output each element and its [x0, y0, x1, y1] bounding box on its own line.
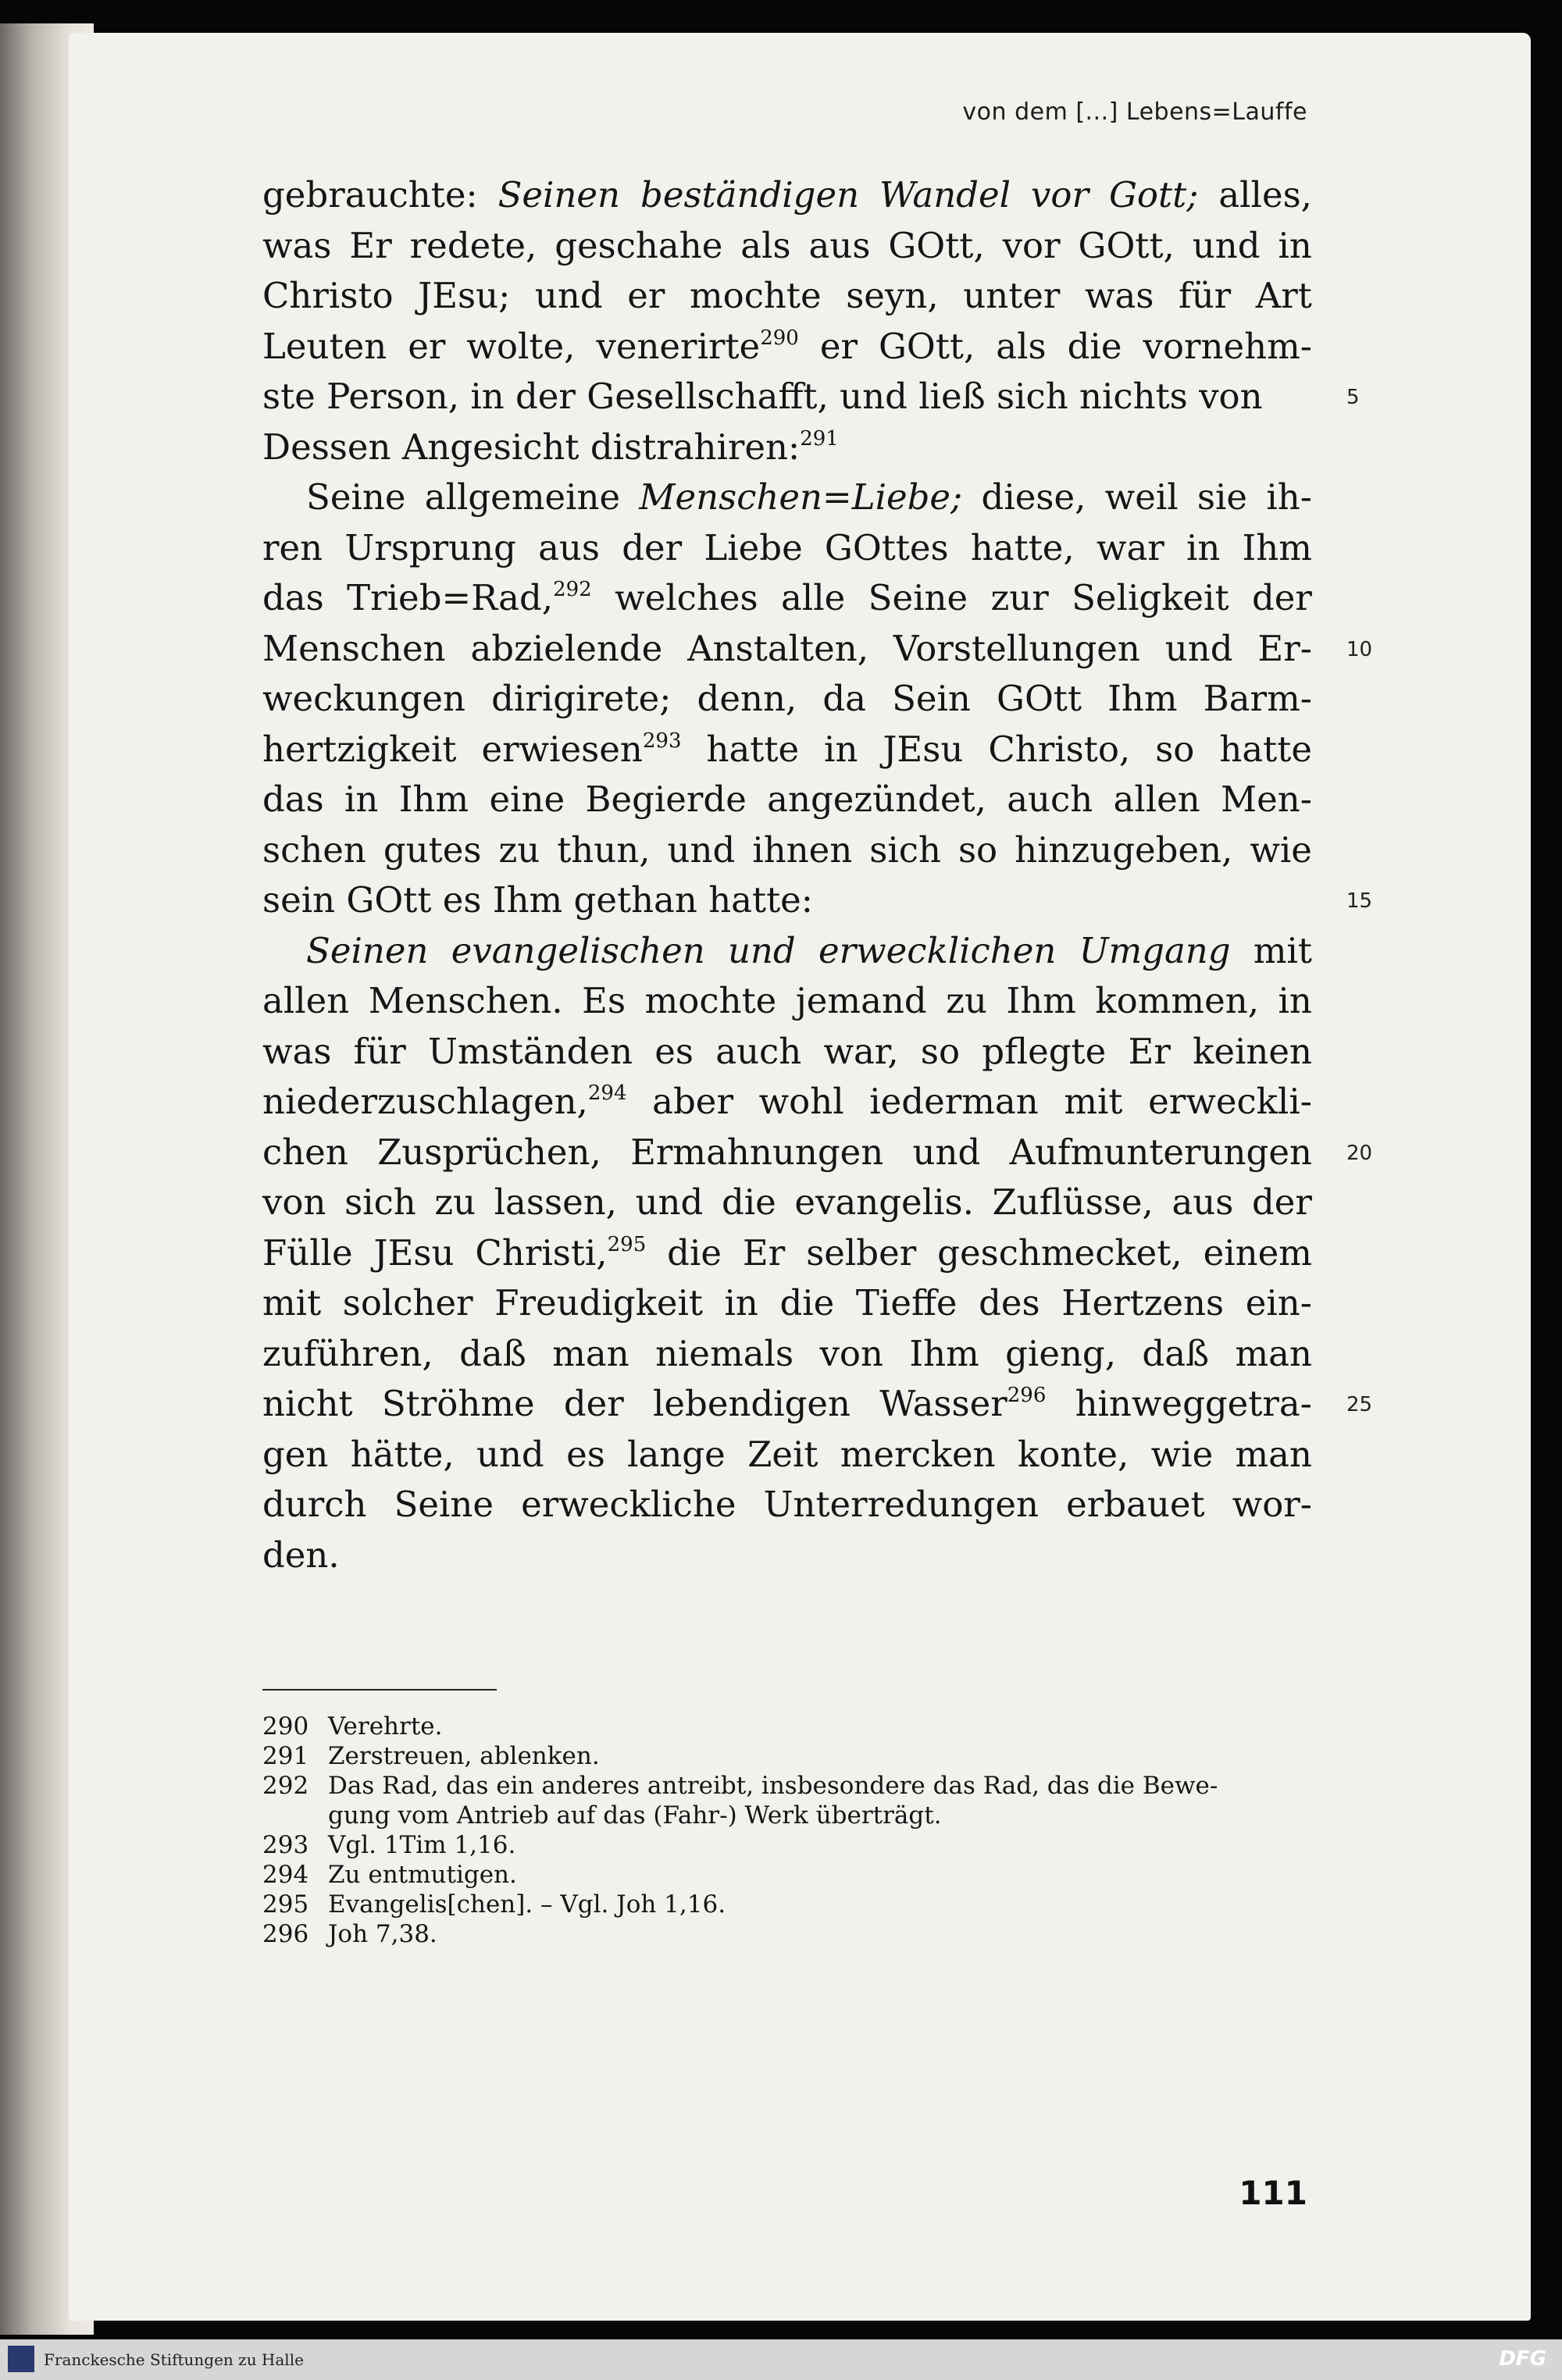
word: chen [262, 1131, 348, 1173]
word: Er [1128, 1030, 1171, 1072]
source-label: Franckesche Stiftungen zu Halle [44, 2350, 304, 2369]
word: geschahe [555, 224, 723, 266]
word: Es [582, 980, 626, 1021]
word: als [740, 224, 791, 266]
word: und [840, 376, 908, 417]
footnote [262, 1860, 1312, 1890]
word: ste [262, 376, 316, 417]
word: Ihm [1107, 678, 1178, 719]
text-line [262, 472, 1312, 523]
text-line [262, 1480, 1312, 1530]
word: einem [1203, 1231, 1312, 1274]
line-number: 20 [1346, 1141, 1373, 1165]
text-line [262, 926, 1312, 977]
text-line [262, 422, 1312, 473]
word: man [1235, 1433, 1312, 1475]
text-line [262, 271, 1312, 322]
word: auch [1007, 778, 1093, 820]
word: Freudigkeit [494, 1282, 703, 1324]
footnote [262, 1830, 1312, 1860]
word: allen [1113, 778, 1200, 820]
text-line [262, 775, 1312, 825]
word: sich [344, 1181, 416, 1223]
word: zu [434, 1181, 476, 1223]
footnote-ref: 291 [800, 426, 839, 451]
line-number: 25 [1346, 1393, 1373, 1416]
word: der [515, 376, 576, 417]
word: es [654, 1030, 694, 1072]
word: in [1186, 526, 1221, 568]
word: Ströhme [381, 1383, 535, 1424]
word: thun, [557, 828, 651, 871]
word: Sein [892, 678, 971, 719]
word: Art [1255, 275, 1312, 316]
page-number: 111 [1239, 2174, 1307, 2212]
footnote-text: Evangelis[chen]. – Vgl. Joh 1,16. [328, 1890, 726, 1919]
text-line [262, 1278, 1312, 1329]
word: so [1155, 728, 1195, 770]
word: er [819, 325, 858, 367]
footnote-ref: 290 [760, 326, 799, 350]
footnote-text: Verehrte. [328, 1712, 443, 1740]
word: alle [780, 577, 846, 618]
footnote-text: Zerstreuen, ablenken. [328, 1742, 600, 1770]
word: was [1085, 275, 1154, 316]
word: niemals [655, 1332, 794, 1374]
footnote-rule [262, 1689, 497, 1691]
word: der [563, 1383, 624, 1424]
word: für [1179, 275, 1232, 316]
footnote-number: 291 [262, 1742, 309, 1770]
word: in [344, 778, 379, 820]
word: gen [262, 1433, 329, 1475]
word: des [979, 1282, 1040, 1324]
word: weckungen [262, 678, 466, 719]
word: Seligkeit [1072, 577, 1229, 618]
word: Menschen. [368, 980, 563, 1021]
word: so [920, 1030, 961, 1072]
footnote [262, 1890, 1312, 1919]
word: es [442, 879, 482, 921]
text-line [262, 1077, 1312, 1128]
word: ihnen [752, 828, 853, 871]
word: Fülle [262, 1231, 353, 1274]
word: Seine [868, 577, 968, 618]
footnote [262, 1919, 1312, 1949]
word: Dessen [262, 426, 391, 468]
word: solcher [342, 1282, 473, 1324]
word: evangelis. [794, 1181, 974, 1223]
word: Er- [1257, 627, 1312, 669]
text-line [262, 1530, 1312, 1581]
footnote-ref: 292 [553, 578, 592, 601]
word: Menschen=Liebe; [639, 476, 963, 518]
word: wie [1150, 1433, 1214, 1475]
word: in [1278, 224, 1312, 266]
word: was [262, 1030, 332, 1072]
word: Er [349, 224, 392, 266]
word: zu [946, 980, 987, 1021]
text-line [262, 1128, 1312, 1178]
word: jemand [795, 980, 927, 1021]
word: mit [1064, 1081, 1123, 1122]
word: zu [498, 828, 540, 871]
word: das [262, 778, 324, 820]
footnote-text: gung vom Antrieb auf das (Fahr-) Werk überträgt. [328, 1801, 942, 1830]
word: Zusprüchen, [377, 1131, 601, 1173]
word: distrahiren:$^{291}$ [590, 426, 839, 468]
footnote-number: 290 [262, 1712, 309, 1740]
word: redete, [409, 224, 537, 266]
word: Ihm [492, 879, 563, 921]
word: iederman [869, 1081, 1039, 1122]
word: es [566, 1433, 605, 1475]
word: Ihm [1006, 980, 1076, 1021]
text-line [262, 1027, 1312, 1078]
word: Gott; [1108, 174, 1199, 216]
word: Hertzens [1061, 1282, 1225, 1324]
word: war, [823, 1030, 899, 1072]
word: GOttes [824, 526, 949, 568]
word: gethan [573, 879, 697, 921]
word: wie [1250, 828, 1312, 871]
footnote [262, 1801, 1312, 1830]
body-text [262, 170, 1312, 1580]
footnote-ref: 295 [607, 1232, 647, 1256]
word: zur [990, 577, 1049, 618]
word: JEsu; [418, 275, 511, 316]
text-line [262, 825, 1312, 876]
word: keinen [1193, 1030, 1312, 1072]
word: erwecklichen [818, 929, 1057, 971]
word: kommen, [1095, 980, 1259, 1021]
text-line [262, 976, 1312, 1027]
word: hertzigkeit [262, 728, 457, 770]
word: Christo, [988, 728, 1131, 770]
word: Aufmunterungen [1009, 1131, 1312, 1173]
word: erweckli- [1148, 1081, 1312, 1122]
footnote-text: Das Rad, das ein anderes antreibt, insbesondere das Rad, das die Bewe- [328, 1772, 1218, 1800]
word: aus [1172, 1181, 1234, 1223]
footnotes [262, 1712, 1312, 1949]
text-line [262, 322, 1312, 372]
text-line [262, 624, 1312, 675]
word: Gesellschafft, [587, 376, 829, 417]
word: Barm- [1203, 678, 1312, 719]
footnote-text: Zu entmutigen. [328, 1861, 517, 1889]
word: auch [715, 1030, 802, 1072]
word: mit [262, 1282, 322, 1324]
running-header: von dem [...] Lebens=Lauffe [962, 98, 1307, 126]
word: der [1251, 577, 1312, 618]
text-line [262, 1430, 1312, 1480]
word: niederzuschlagen,$^{294}$ [262, 1081, 627, 1122]
word: Vorstellungen [893, 627, 1140, 669]
word: GOtt, [888, 224, 985, 266]
word: angezündet, [767, 778, 986, 820]
word: Menschen [262, 627, 446, 669]
word: Liebe [704, 526, 803, 568]
text-line [262, 674, 1312, 725]
word: ließ [918, 376, 986, 417]
word: Seine [306, 476, 406, 518]
word: ih- [1266, 476, 1312, 518]
text-line [262, 1379, 1312, 1430]
word: Wandel [879, 174, 1011, 216]
word: Angesicht [401, 426, 580, 468]
word: sie [1196, 476, 1248, 518]
word: in [470, 376, 505, 417]
word: lange [627, 1433, 726, 1475]
word: schen [262, 828, 366, 871]
word: wohl [758, 1081, 844, 1122]
word: und [667, 828, 736, 871]
word: wor- [1232, 1484, 1312, 1525]
line-number: 15 [1346, 889, 1373, 913]
word: vornehm- [1143, 325, 1312, 367]
word: ren [262, 526, 323, 568]
word: GOtt, [1078, 224, 1175, 266]
word: die [721, 1181, 776, 1223]
word: mochte [644, 980, 777, 1021]
text-line [262, 1329, 1312, 1380]
word: Men- [1221, 778, 1312, 820]
word: evangelischen [451, 929, 705, 971]
word: Seinen [306, 929, 429, 971]
word: erbauet [1066, 1484, 1205, 1525]
footnote [262, 1741, 1312, 1771]
word: mercken [840, 1433, 996, 1475]
word: Ihm [398, 778, 469, 820]
word: GOtt, [878, 325, 975, 367]
text-line [262, 523, 1312, 574]
word: man [552, 1332, 629, 1374]
footnote-number: 292 [262, 1772, 309, 1800]
viewer-footer [0, 2339, 1562, 2380]
word: sein [262, 879, 336, 921]
word: mochte [689, 275, 822, 316]
word: welches [615, 577, 758, 618]
text-line [262, 875, 1312, 926]
word: hatte, [970, 526, 1075, 568]
footnote-number: 296 [262, 1920, 309, 1948]
word: in [1278, 980, 1312, 1021]
word: der [1251, 1181, 1312, 1223]
footnote-ref: 296 [1007, 1384, 1047, 1407]
word: allgemeine [424, 476, 621, 518]
word: diese, [981, 476, 1086, 518]
footnote [262, 1712, 1312, 1741]
word: denn, [697, 678, 797, 719]
text-line [262, 1228, 1312, 1279]
line-number: 5 [1346, 386, 1360, 409]
word: selber [806, 1231, 917, 1274]
word: als [996, 325, 1047, 367]
word: weil [1104, 476, 1179, 518]
word: sich [997, 376, 1068, 417]
word: und [476, 1433, 544, 1475]
word: Ihm [1242, 526, 1312, 568]
word: die [1067, 325, 1122, 367]
word: die [667, 1231, 722, 1274]
word: allen [262, 980, 350, 1021]
word: Tieffe [855, 1282, 958, 1324]
footnote-ref: 294 [587, 1081, 627, 1105]
word: von [819, 1332, 883, 1374]
word: geschmecket, [937, 1231, 1182, 1274]
text-line [262, 725, 1312, 775]
word: nicht [262, 1383, 353, 1424]
word: Seine [394, 1484, 494, 1525]
word: vor [1002, 224, 1061, 266]
word: hinweggetra- [1075, 1383, 1312, 1424]
footnote-number: 293 [262, 1831, 309, 1859]
word: das [262, 577, 324, 618]
footnote-text: Joh 7,38. [328, 1920, 437, 1948]
word: in [824, 728, 858, 770]
word: alles, [1218, 174, 1312, 216]
footnote-text: Vgl. 1Tim 1,16. [328, 1831, 516, 1859]
word: war [1096, 526, 1164, 568]
word: unter [963, 275, 1061, 316]
word: aber [652, 1081, 733, 1122]
word: wolte, [466, 325, 576, 367]
word: seyn, [846, 275, 939, 316]
word: und [1164, 627, 1233, 669]
footnote-number: 294 [262, 1861, 309, 1889]
word: und [1192, 224, 1261, 266]
word: sich [869, 828, 941, 871]
word: Ermahnungen [630, 1131, 884, 1173]
footnote-number [262, 1801, 328, 1830]
word: hätte, [350, 1433, 455, 1475]
word: der [622, 526, 683, 568]
word: gieng, [1005, 1332, 1117, 1374]
word: mit [1253, 929, 1312, 971]
word: von [262, 1181, 326, 1223]
word: Er [742, 1231, 786, 1274]
word: und [635, 1181, 704, 1223]
word: und [912, 1131, 981, 1173]
text-line [262, 170, 1312, 221]
footnote [262, 1771, 1312, 1801]
footnote-number: 295 [262, 1890, 309, 1919]
word: durch [262, 1484, 367, 1525]
word: Begierde [585, 778, 747, 820]
word: Anstalten, [687, 627, 869, 669]
word: dirigirete; [491, 678, 672, 719]
word: erwiesen$^{293}$ [481, 728, 682, 770]
word: von [1199, 376, 1263, 417]
line-number: 10 [1346, 637, 1373, 661]
word: und [534, 275, 603, 316]
word: vor [1030, 174, 1089, 216]
library-logo-icon [8, 2346, 34, 2372]
word: JEsu [883, 728, 964, 770]
word: Leuten [262, 325, 387, 367]
word: gebrauchte: [262, 174, 478, 216]
text-line [262, 1178, 1312, 1228]
word: Umgang [1079, 929, 1231, 971]
word: abzielende [470, 627, 663, 669]
word: da [822, 678, 866, 719]
word: zuführen, [262, 1332, 433, 1374]
word: was [262, 224, 332, 266]
word: Wasser$^{296}$ [879, 1383, 1047, 1424]
word: daß [459, 1332, 526, 1374]
word: beständigen [640, 174, 860, 216]
word: und [727, 929, 796, 971]
word: erweckliche [521, 1484, 736, 1525]
word: man [1235, 1332, 1312, 1374]
word: Seinen [497, 174, 621, 216]
word: Unterredungen [763, 1484, 1040, 1525]
word: gutes [383, 828, 482, 871]
word: Person, [326, 376, 459, 417]
word: Christi,$^{295}$ [475, 1231, 647, 1274]
word: hatte: [708, 879, 813, 921]
word: hatte [1219, 728, 1312, 770]
word: Ihm [909, 1332, 979, 1374]
word: Zuflüsse, [992, 1181, 1154, 1223]
word: Zeit [747, 1433, 818, 1475]
word: Christo [262, 275, 394, 316]
word: lebendigen [652, 1383, 851, 1424]
text-line [262, 221, 1312, 272]
word: lassen, [494, 1181, 617, 1223]
word: die [779, 1282, 835, 1324]
dfg-logo: DFG [1499, 2347, 1546, 2371]
word: hatte [706, 728, 800, 770]
word: ein- [1245, 1282, 1312, 1324]
word: GOtt [997, 678, 1082, 719]
word: venerirte$^{290}$ [596, 325, 799, 367]
word: Umständen [428, 1030, 633, 1072]
word: den. [262, 1534, 340, 1576]
word: er [408, 325, 446, 367]
word: eine [489, 778, 565, 820]
footnote-ref: 293 [642, 729, 682, 753]
word: Ursprung [344, 526, 516, 568]
word: aus [538, 526, 601, 568]
word: er [627, 275, 665, 316]
word: in [724, 1282, 758, 1324]
word: konte, [1017, 1433, 1129, 1475]
word: pflegte [982, 1030, 1107, 1072]
word: so [958, 828, 998, 871]
word: Trieb=Rad,$^{292}$ [347, 577, 592, 618]
word: für [353, 1030, 406, 1072]
word: nichts [1079, 376, 1188, 417]
text-line [262, 372, 1312, 422]
text-line [262, 573, 1312, 624]
word: GOtt [346, 879, 432, 921]
word: aus [808, 224, 871, 266]
word: JEsu [373, 1231, 455, 1274]
word: daß [1142, 1332, 1210, 1374]
word: hinzugeben, [1015, 828, 1233, 871]
